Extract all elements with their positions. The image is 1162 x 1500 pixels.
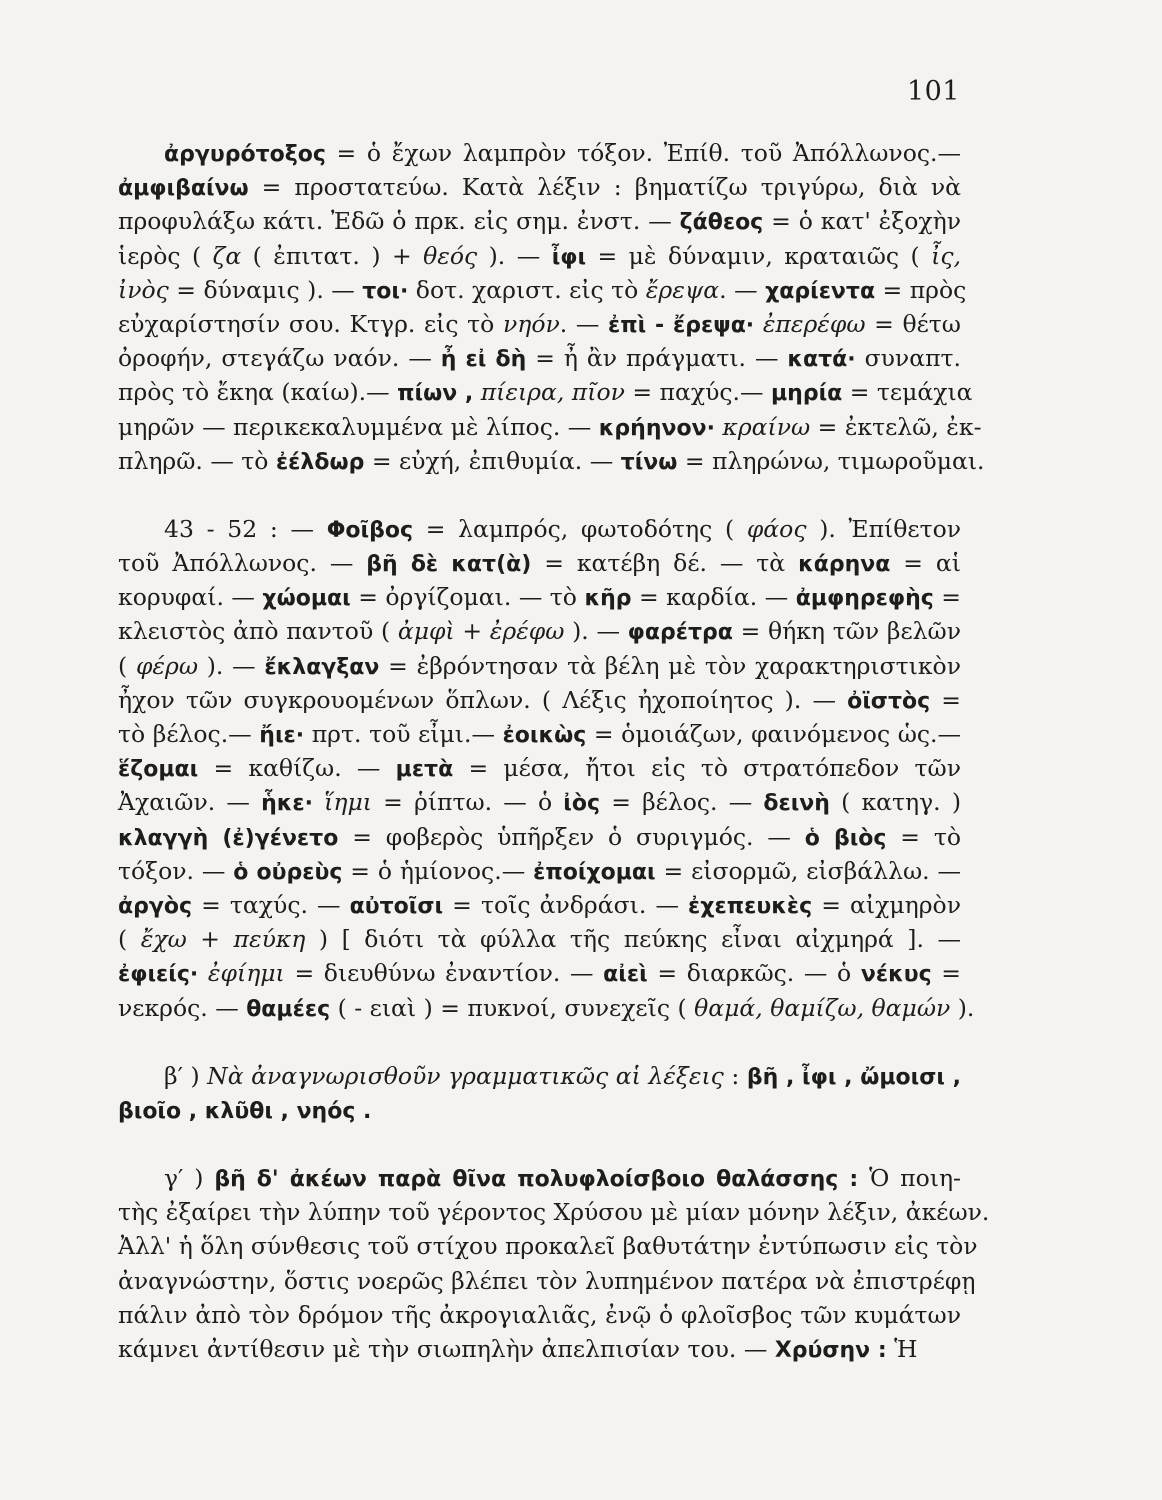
line-text: = μὲ δύναμιν, κραταιῶς ( bbox=[586, 241, 932, 270]
line-text: πληρῶ. — τὸ bbox=[118, 446, 276, 475]
headword: ἐέλδωρ bbox=[275, 449, 365, 475]
text-line bbox=[118, 1332, 961, 1366]
text-line bbox=[118, 649, 961, 683]
text-line bbox=[118, 614, 961, 648]
line-text: κλειστὸς ἀπὸ παντοῦ ( bbox=[118, 617, 398, 646]
italic-text: νηόν bbox=[502, 309, 560, 338]
line-text: = λαμπρός, φωτοδότης ( bbox=[413, 514, 747, 543]
text-line bbox=[118, 239, 961, 273]
headword: ἐφιείς· bbox=[118, 962, 199, 988]
line-text: β′ ) bbox=[164, 1061, 208, 1090]
line-text: = αἰχμηρὸν bbox=[812, 890, 961, 919]
headword: πίων , bbox=[397, 381, 474, 407]
headword: χώομαι bbox=[262, 586, 351, 612]
line-text: = πληρώνω, τιμωροῦμαι. bbox=[677, 446, 985, 475]
line-text: = πρὸς bbox=[875, 275, 967, 304]
text-line bbox=[118, 1195, 990, 1229]
italic-text: ἰνὸς bbox=[118, 275, 169, 304]
italic-text: ἐπερέφω bbox=[762, 309, 866, 338]
headword: ἔκλαγξαν bbox=[264, 654, 380, 680]
line-text: = τὸ bbox=[886, 822, 962, 851]
text-line bbox=[118, 1093, 961, 1127]
line-text: = εὐχή, ἐπιθυμία. — bbox=[364, 446, 621, 475]
paragraph-exercise-beta bbox=[118, 1059, 961, 1127]
line-text: = bbox=[933, 583, 961, 612]
line-text: = ῥίπτω. — ὁ bbox=[371, 788, 564, 817]
text-line bbox=[118, 341, 961, 375]
line-text: = ἦ ἂν πράγματι. — bbox=[526, 344, 788, 373]
line-text: = ὁ κατ' ἐξοχὴν bbox=[763, 207, 961, 236]
line-text: : bbox=[723, 1061, 747, 1090]
text-line bbox=[118, 512, 961, 546]
line-text: = κατέβη δέ. — τὰ bbox=[531, 549, 799, 578]
line-text: = bbox=[931, 959, 961, 988]
line-text: = εἰσορμῶ, εἰσβάλλω. — bbox=[655, 856, 962, 885]
line-text: . — bbox=[719, 275, 766, 304]
headword: ἀργυρότοξος bbox=[164, 142, 326, 167]
text-line bbox=[118, 854, 961, 888]
headword: ἰὸς bbox=[563, 791, 601, 817]
headword: φαρέτρα bbox=[627, 620, 733, 646]
line-text: ἱερὸς ( bbox=[118, 241, 213, 270]
line-text: ) [ διότι τὰ φύλλα τῆς πεύκης εἶναι αἰχμηρά ]. — bbox=[305, 925, 961, 954]
text-line bbox=[118, 170, 961, 204]
headword: Φοῖβος bbox=[326, 517, 414, 543]
document-body bbox=[118, 136, 990, 1366]
line-text: = τεμάχια bbox=[842, 378, 973, 407]
line-text: τοῦ Ἀπόλλωνος. — bbox=[118, 549, 367, 578]
line-text bbox=[313, 788, 324, 816]
italic-text: Νὰ ἀναγνωρισθοῦν γραμματικῶς αἱ λέξεις bbox=[207, 1061, 724, 1090]
italic-text: ἔρεψα bbox=[645, 275, 720, 304]
italic-text: ἶς, bbox=[931, 241, 961, 270]
headword: ὀϊστὸς bbox=[847, 688, 931, 714]
line-text: = βέλος. — bbox=[600, 788, 764, 817]
line-text: = τοῖς ἀνδράσι. — bbox=[443, 890, 689, 919]
line-text: τόξον. — bbox=[118, 856, 234, 885]
line-text: = διευθύνω ἐναντίον. — bbox=[284, 959, 604, 988]
text-line bbox=[118, 375, 973, 409]
text-line bbox=[118, 683, 961, 717]
italic-text: ἔχω + πεύκη bbox=[140, 925, 306, 954]
italic-text: θαμά, θαμίζω, θαμών bbox=[694, 993, 951, 1022]
line-text: ὀροφήν, στεγάζω ναόν. — bbox=[118, 344, 441, 373]
italic-text: πίειρα, πῖον bbox=[480, 378, 625, 407]
text-line bbox=[118, 1264, 976, 1298]
text-line bbox=[118, 546, 961, 580]
line-text: Ἀλλ' ἡ ὅλη σύνθεσις τοῦ στίχου προκαλεῖ βαθυτάτην ἐντύπωσιν εἰς τὸν bbox=[118, 1232, 978, 1261]
text-line bbox=[118, 444, 985, 478]
line-text: = θήκη τῶν βελῶν bbox=[732, 617, 961, 646]
text-line bbox=[118, 888, 961, 922]
headword: τίνω bbox=[620, 449, 678, 475]
line-text: νεκρός. — bbox=[118, 993, 247, 1022]
headword: κῆρ bbox=[584, 586, 632, 612]
line-text: ). bbox=[950, 993, 975, 1022]
text-line bbox=[118, 1229, 978, 1263]
paragraph-verses-43-52 bbox=[118, 512, 975, 1025]
headword: νέκυς bbox=[860, 962, 932, 988]
line-text: πρὸς τὸ ἔκηα (καίω).— bbox=[118, 378, 398, 407]
headword: ἧκε· bbox=[261, 791, 313, 817]
page-number: 101 bbox=[906, 76, 960, 107]
text-line bbox=[118, 1298, 961, 1332]
italic-text: φάος bbox=[746, 514, 807, 543]
line-text bbox=[473, 378, 480, 406]
italic-text: θεός bbox=[423, 241, 478, 270]
italic-text: ἐφίημι bbox=[207, 959, 285, 988]
line-text: τὴς ἐξαίρει τὴν λύπην τοῦ γέροντος Χρύσου μὲ μίαν μόνην λέξιν, ἀκέων. bbox=[118, 1198, 990, 1227]
line-text: = ὀργίζομαι. — τὸ bbox=[350, 583, 585, 612]
line-text bbox=[754, 310, 763, 338]
line-text: κορυφαί. — bbox=[118, 583, 263, 612]
line-text: πάλιν ἀπὸ τὸν δρόμον τῆς ἀκρογιαλιᾶς, ἐνῷ ὁ φλοῖσβος τῶν κυμάτων bbox=[118, 1300, 961, 1329]
line-text: = ὁ ἡμίονος.— bbox=[342, 856, 534, 885]
headword: ἐπὶ - ἔρεψα· bbox=[608, 312, 755, 338]
line-text: = αἱ bbox=[890, 549, 961, 578]
headword: κατά· bbox=[787, 347, 856, 373]
line-text: γ′ ) bbox=[164, 1164, 215, 1193]
italic-text: ζα bbox=[212, 241, 242, 270]
headword: μηρία bbox=[770, 381, 843, 407]
italic-text: ἀμφὶ + ἐρέφω bbox=[397, 617, 565, 646]
line-text: μηρῶν — περικεκαλυμμένα μὲ λίπος. — bbox=[118, 412, 599, 441]
text-line bbox=[118, 785, 961, 819]
text-line bbox=[118, 273, 967, 307]
line-text: ( ἐπιτατ. ) + bbox=[241, 241, 424, 270]
headword: βῆ δ' ἀκέων παρὰ θῖνα πολυφλοίσβοιο θαλάσσης : bbox=[214, 1167, 859, 1193]
text-line bbox=[118, 820, 961, 854]
text-line bbox=[118, 717, 961, 751]
line-text: = προστατεύω. Κατὰ λέξιν : βηματίζω τριγύρω, διὰ νὰ bbox=[248, 173, 961, 202]
line-text: = μέσα, ἤτοι εἰς τὸ στρατόπεδον τῶν bbox=[453, 754, 961, 783]
line-text: ἀναγνώστην, ὅστις νοερῶς βλέπει τὸν λυπημένον πατέρα νὰ ἐπιστρέφῃ bbox=[118, 1266, 976, 1295]
line-text: = θέτω bbox=[865, 309, 961, 338]
headword: ἀμφιβαίνω bbox=[118, 176, 249, 202]
headword: χαρίεντα bbox=[765, 278, 876, 304]
line-text: = ταχύς. — bbox=[192, 890, 350, 919]
line-text: . — bbox=[559, 309, 608, 338]
headword: αὐτοῖσι bbox=[349, 893, 444, 919]
text-line bbox=[118, 956, 961, 990]
line-text: ἦχον τῶν συγκρουομένων ὅπλων. ( Λέξις ἠχοποίητος ). — bbox=[118, 685, 848, 714]
headword: δεινὴ bbox=[763, 791, 830, 817]
line-text: ). — bbox=[564, 617, 628, 646]
line-text: 43 - 52 : — bbox=[164, 514, 327, 543]
italic-text: φέρω bbox=[135, 651, 198, 680]
line-text: ( bbox=[118, 925, 141, 954]
line-text: πρτ. τοῦ εἶμι.— bbox=[304, 720, 503, 748]
headword: κρήηνον· bbox=[598, 415, 715, 441]
headword: ἐοικὼς bbox=[502, 723, 587, 748]
text-line bbox=[118, 580, 961, 614]
line-text bbox=[198, 959, 208, 987]
line-text: = bbox=[930, 685, 961, 714]
headword: ἐποίχομαι bbox=[533, 859, 656, 885]
line-text: = παχύς.— bbox=[624, 378, 771, 407]
line-text: = δύναμις ). — bbox=[168, 275, 363, 304]
line-text: = ὁ ἔχων λαμπρὸν τόξον. Ἐπίθ. τοῦ Ἀπόλλωνος.— bbox=[325, 139, 961, 167]
headword: ἀργὸς bbox=[118, 893, 193, 919]
line-text: Ἀχαιῶν. — bbox=[118, 788, 262, 817]
line-text: προφυλάξω κάτι. Ἐδῶ ὁ πρκ. εἰς σημ. ἐνστ. — bbox=[118, 207, 680, 236]
headword: κλαγγὴ (ἐ)γένετο bbox=[118, 825, 339, 851]
line-text: = ἐβρόντησαν τὰ βέλη μὲ τὸν χαρακτηριστικὸν bbox=[379, 651, 961, 680]
headword: ἦ εἰ δὴ bbox=[440, 347, 527, 373]
headword: αἰεὶ bbox=[603, 962, 648, 988]
line-text: ( κατηγ. ) bbox=[829, 788, 961, 817]
headword: ζάθεος bbox=[679, 210, 764, 236]
text-line bbox=[118, 1161, 961, 1195]
italic-text: κραίνω bbox=[722, 412, 811, 441]
headword: τοι· bbox=[362, 278, 409, 304]
line-text: = φοβερὸς ὑπῆρξεν ὁ συριγμός. — bbox=[338, 822, 805, 851]
headword: θαμέες bbox=[246, 996, 331, 1022]
line-text: ). Ἐπίθετον bbox=[806, 514, 962, 543]
italic-text: ἵημι bbox=[324, 788, 372, 817]
headword: βιοῖο , κλῦθι , νηός . bbox=[118, 1098, 372, 1124]
text-line bbox=[118, 410, 982, 444]
headword: ἕζομαι bbox=[118, 757, 199, 783]
paragraph-vocabulary bbox=[118, 136, 985, 478]
headword: κάρηνα bbox=[798, 552, 891, 578]
line-text: εὐχαρίστησίν σου. Κτγρ. εἰς τὸ bbox=[118, 309, 503, 338]
line-text: = καθίζω. — bbox=[198, 754, 396, 783]
line-text: Ὁ ποιη- bbox=[858, 1164, 961, 1193]
headword: ὁ βιὸς bbox=[804, 825, 887, 851]
text-line bbox=[118, 307, 961, 341]
headword: ἐχεπευκὲς bbox=[688, 893, 813, 919]
text-line bbox=[118, 991, 975, 1025]
headword: ὁ οὐρεὺς bbox=[233, 859, 343, 885]
line-text: συναπτ. bbox=[855, 344, 961, 373]
line-text: ( - ειαὶ ) = πυκνοί, συνεχεῖς ( bbox=[330, 993, 695, 1022]
line-text: = καρδία. — bbox=[631, 583, 796, 612]
headword: ἀμφηρεφὴς bbox=[795, 586, 934, 612]
line-text: δοτ. χαριστ. εἰς τὸ bbox=[408, 275, 646, 304]
line-text: Ἡ bbox=[886, 1335, 918, 1363]
headword: Χρύσην : bbox=[774, 1338, 887, 1363]
line-text: τὸ βέλος.— bbox=[118, 720, 260, 748]
line-text: κάμνει ἀντίθεσιν μὲ τὴν σιωπηλὴν ἀπελπισίαν του. — bbox=[118, 1335, 775, 1363]
text-line bbox=[118, 922, 961, 956]
line-text: = ἐκτελῶ, ἐκ- bbox=[810, 412, 982, 441]
line-text: ). — bbox=[197, 651, 265, 680]
line-text: = ὁμοιάζων, φαινόμενος ὡς.— bbox=[586, 720, 962, 748]
headword: βῆ , ἶφι , ὤμοισι , bbox=[746, 1064, 961, 1090]
headword: ἶφι bbox=[551, 244, 587, 270]
headword: μετὰ bbox=[395, 757, 454, 783]
line-text: = διαρκῶς. — ὁ bbox=[647, 959, 861, 988]
headword: βῆ δὲ κατ(ὰ) bbox=[366, 552, 532, 578]
text-line bbox=[118, 204, 961, 238]
line-text: ). — bbox=[477, 241, 552, 270]
line-text: ( bbox=[118, 651, 136, 680]
text-line bbox=[118, 751, 961, 785]
headword: ἤιε· bbox=[259, 723, 305, 748]
text-line bbox=[118, 136, 961, 170]
paragraph-exercise-gamma bbox=[118, 1161, 990, 1366]
text-line bbox=[118, 1059, 961, 1093]
